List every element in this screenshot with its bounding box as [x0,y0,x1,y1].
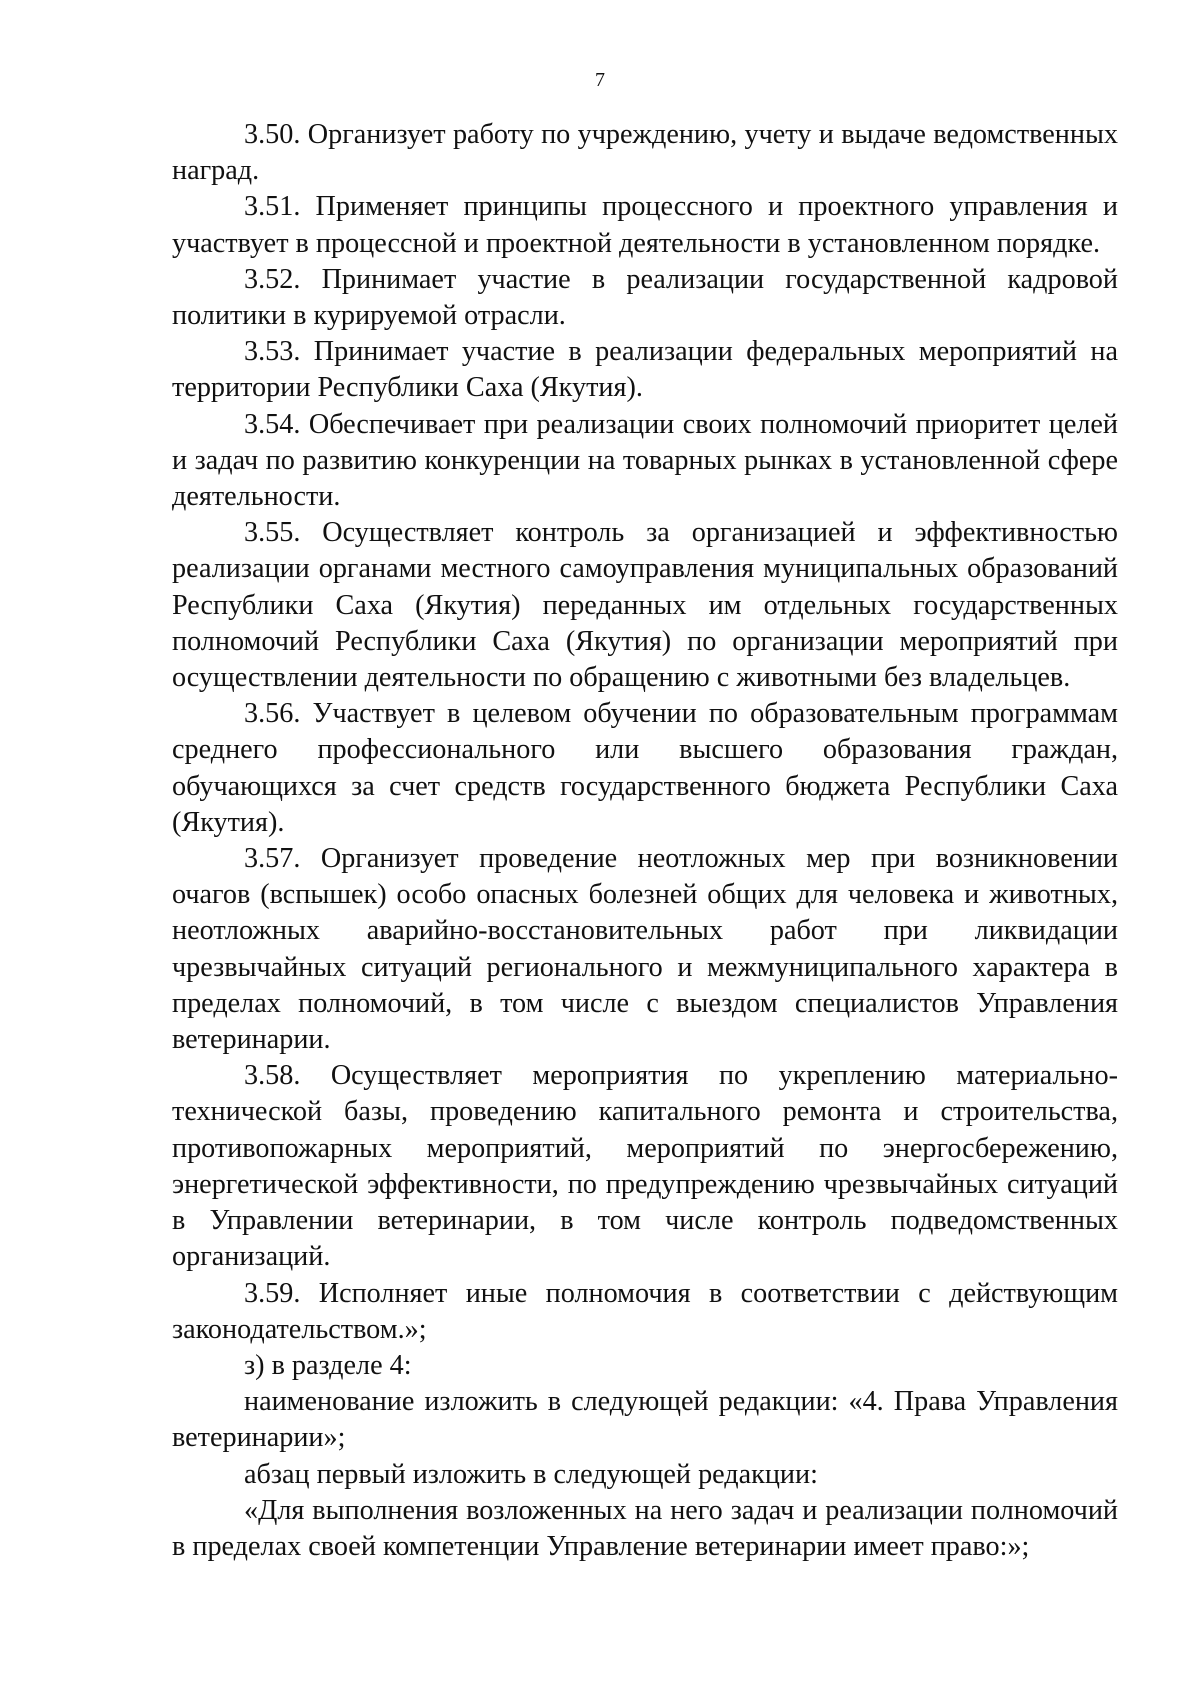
paragraph-3-51: 3.51. Применяет принципы процессного и проектного управления и участвует в процессной и проектной деятельности в установленном порядке. [172,191,1118,259]
paragraph-3-54: 3.54. Обеспечивает при реализации своих полномочий приоритет целей и задач по развитию конкуренции на товарных рынках в установленной сфере деятельности. [172,408,1118,513]
paragraph-section-4-title-change: наименование изложить в следующей редакции: «4. Права Управления ветеринарии»; [172,1386,1118,1454]
page-number: 7 [595,69,605,91]
paragraph-3-57: 3.57. Организует проведение неотложных мер при возникновении очагов (вспышек) особо опасных болезней общих для человека и животных, неотложных аварийно-восстановительных работ при ликвидации чрезвычайных ситуаций регионального и межмуниципального характера в пределах полномочий, в том числе с выездом специалистов Управления ветеринарии. [172,843,1118,1056]
document-body [172,117,1118,1565]
paragraph-3-53: 3.53. Принимает участие в реализации федеральных мероприятий на территории Республики Саха (Якутия). [172,336,1118,404]
paragraph-3-58: 3.58. Осуществляет мероприятия по укреплению материально-технической базы, проведению капитального ремонта и строительства, противопожарных мероприятий, мероприятий по энергосбережению, энергетической эффективности, по предупреждению чрезвычайных ситуаций в Управлении ветеринарии, в том числе контроль подведомственных организаций. [172,1060,1118,1273]
paragraph-new-wording: «Для выполнения возложенных на него задач и реализации полномочий в пределах своей компетенции Управление ветеринарии имеет право:»; [172,1494,1118,1562]
paragraph-3-52: 3.52. Принимает участие в реализации государственной кадровой политики в курируемой отрасли. [172,263,1118,332]
paragraph-3-55: 3.55. Осуществляет контроль за организацией и эффективностью реализации органами местного самоуправления муниципальных образований Республики Саха (Якутия) переданных им отдельных государственных полномочий Республики Саха (Якутия) по организации мероприятий при осуществлении деятельности по обращению с животными без владельцев. [172,517,1118,694]
paragraph-section-4-intro: з) в разделе 4: [244,1349,412,1381]
paragraph-3-50: 3.50. Организует работу по учреждению, учету и выдаче ведомственных наград. [172,119,1118,187]
paragraph-first-paragraph-change: абзац первый изложить в следующей редакции: [244,1458,818,1490]
paragraph-3-56: 3.56. Участвует в целевом обучении по образовательным программам среднего профессионального или высшего образования граждан, обучающихся за счет средств государственного бюджета Республики Саха (Якутия). [172,698,1118,838]
paragraph-3-59: 3.59. Исполняет иные полномочия в соответствии с действующим законодательством.»; [172,1277,1118,1345]
